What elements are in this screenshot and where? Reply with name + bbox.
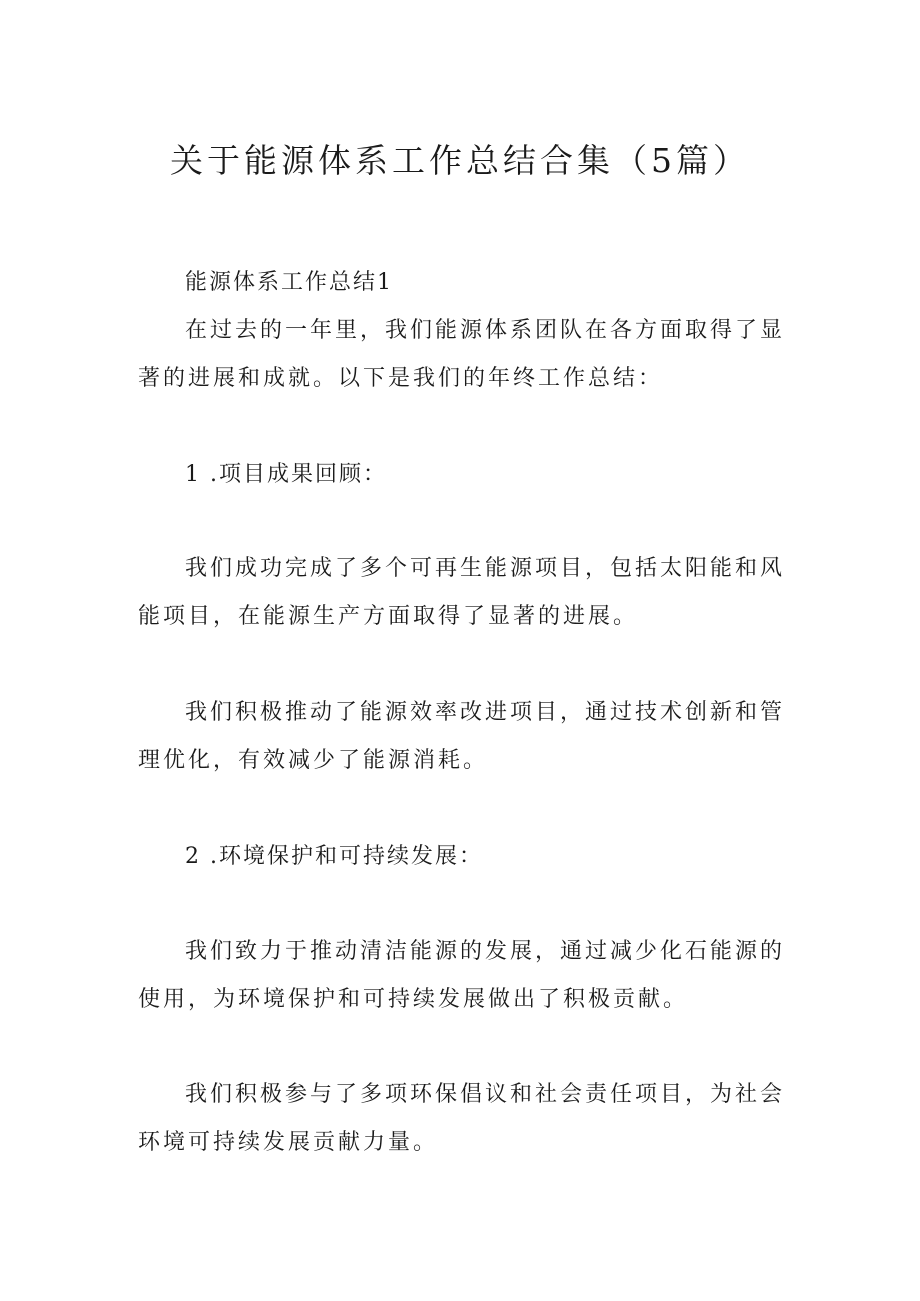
document-title: 关于能源体系工作总结合集（5篇） xyxy=(170,141,750,180)
item1-paragraph-2: 我们积极推动了能源效率改进项目，通过技术创新和管 理优化，有效减少了能源消耗。 xyxy=(138,700,786,773)
item1-paragraph-1: 我们成功完成了多个可再生能源项目，包括太阳能和风 能项目，在能源生产方面取得了显著的进展。 xyxy=(138,556,786,629)
item2-paragraph-1: 我们致力于推动清洁能源的发展，通过减少化石能源的 使用，为环境保护和可持续发展做出了积极贡献。 xyxy=(138,939,786,1012)
item1-heading: 1 .项目成果回顾： xyxy=(185,462,387,487)
item2-heading: 2 .环境保护和可持续发展： xyxy=(185,844,483,869)
item2-paragraph-2: 我们积极参与了多项环保倡议和社会责任项目，为社会 环境可持续发展贡献力量。 xyxy=(138,1082,786,1155)
intro-paragraph: 在过去的一年里，我们能源体系团队在各方面取得了显 著的进展和成就。以下是我们的年终工作总结： xyxy=(138,318,786,391)
section-heading: 能源体系工作总结1 xyxy=(185,270,393,295)
